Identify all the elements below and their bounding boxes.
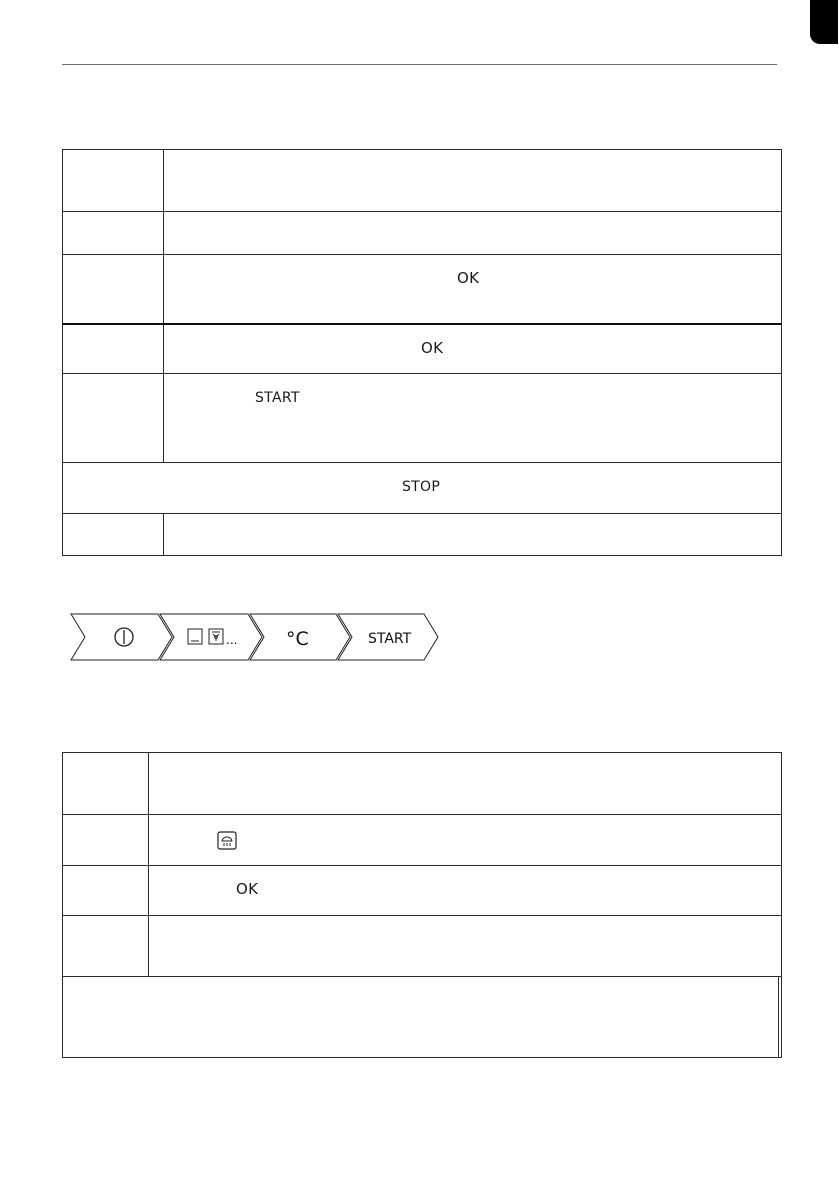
header-rule [62, 64, 777, 65]
step-number-cell [63, 514, 164, 556]
step-text-cell [164, 374, 782, 463]
start-key-label: START [255, 390, 300, 406]
step-number-cell [63, 753, 149, 815]
step-text-cell [164, 514, 782, 556]
step-power [71, 614, 172, 660]
stop-key-label: STOP [402, 479, 441, 495]
step-number-cell [63, 866, 149, 916]
ok-key-label: OK [457, 269, 480, 287]
page-corner-tab [810, 0, 838, 44]
ok-key-label: OK [421, 338, 444, 357]
step-text-cell [164, 150, 782, 212]
procedure-table-1 [62, 149, 782, 556]
more-functions-label: ... [226, 633, 238, 647]
step-number-cell [63, 815, 149, 866]
step-temperature [250, 614, 350, 660]
step-number-cell [63, 374, 164, 463]
step-number-cell [63, 150, 164, 212]
step-text-cell [149, 916, 782, 977]
note-cell-right [779, 977, 782, 1058]
steam-icon [217, 831, 237, 850]
step-number-cell [63, 212, 164, 255]
step-text-cell [149, 753, 782, 815]
start-label: START [368, 631, 412, 647]
power-icon [115, 628, 133, 646]
step-text-cell [164, 255, 782, 324]
step-number-cell [63, 255, 164, 324]
step-text-cell [149, 866, 782, 916]
step-text-cell [164, 212, 782, 255]
step-number-cell [63, 916, 149, 977]
oven-function-icon [188, 629, 202, 644]
note-cell-left [63, 977, 779, 1058]
quick-steps-sequence [70, 613, 440, 661]
note-cell [63, 463, 782, 514]
step-start [338, 614, 438, 660]
procedure-table-2 [62, 752, 782, 1058]
fan-heating-icon [209, 629, 223, 644]
step-text-cell [149, 815, 782, 866]
ok-key-label: OK [236, 880, 259, 898]
step-text-cell [164, 324, 782, 374]
step-number-cell [63, 324, 164, 374]
celsius-label: °C [286, 628, 309, 650]
step-function [160, 614, 262, 660]
